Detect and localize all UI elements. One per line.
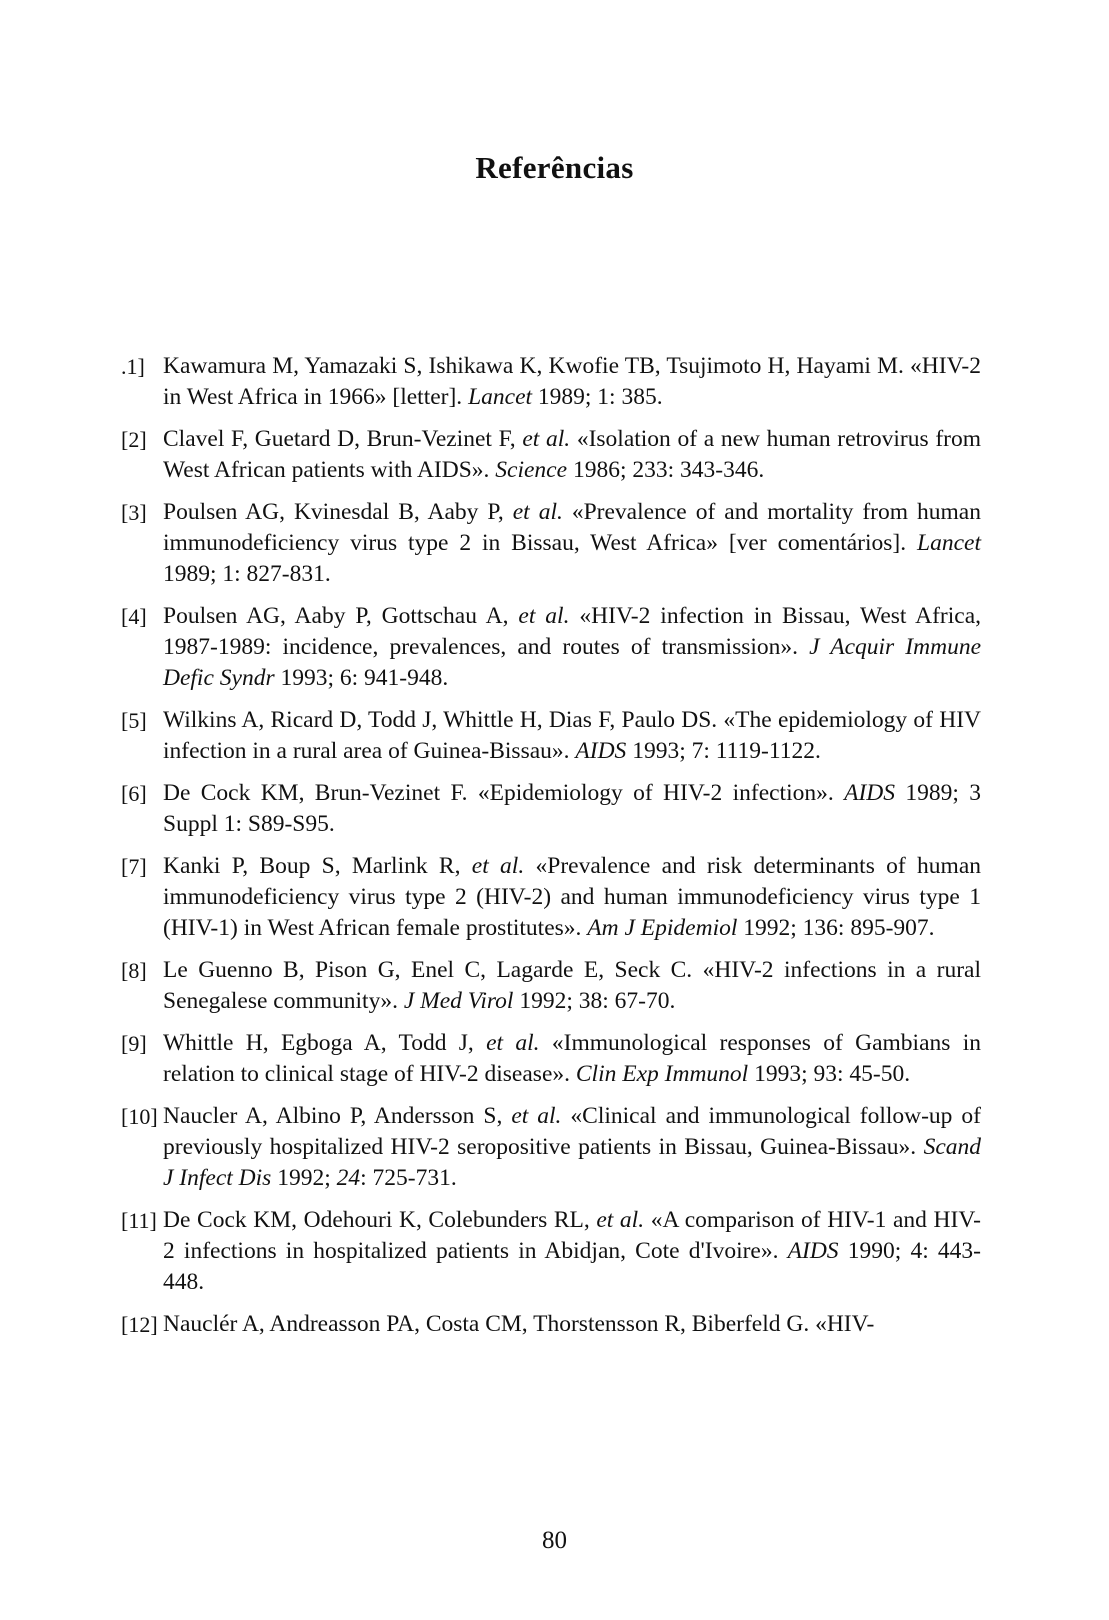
reference-number: [12] [121, 1312, 158, 1337]
reference-details: 1986; 233: 343-346. [567, 457, 765, 483]
reference-details: 1993; 6: 941-948. [274, 665, 449, 691]
reference-text [163, 778, 981, 840]
reference-details: 1992; [271, 1165, 337, 1191]
reference-text [163, 851, 981, 944]
reference-number: [5] [121, 708, 147, 733]
reference-et-al: et al. [486, 1030, 540, 1056]
reference-et-al: et al. [596, 1207, 645, 1233]
page-title: Referências [475, 150, 634, 185]
reference-title: «Clinical and immunological follow-up of previously hospitalized HIV-2 seropositive patients in Bissau, Guinea-Bissau». [163, 1103, 981, 1160]
reference-authors: Whittle H, Egboga A, Todd J, [163, 1030, 487, 1056]
reference-title: «Prevalence and risk determinants of human immunodeficiency virus type 2 (HIV-2) and human immunodeficiency virus type 1 (HIV-1) in West African female prostitutes». [163, 853, 982, 941]
reference-text [163, 1028, 981, 1090]
reference-number: [2] [121, 427, 147, 452]
reference-item-5 [121, 705, 981, 767]
reference-authors: Wilkins A, Ricard D, Todd J, Whittle H, Dias F, Paulo DS. «The epidemiology of HIV infection in a rural area of Guinea-Bissau». [163, 707, 981, 764]
reference-text [163, 497, 981, 590]
reference-text [163, 705, 981, 767]
reference-item-11 [121, 1205, 981, 1298]
reference-title: «A comparison of HIV-1 and HIV-2 infections in hospitalized patients in Abidjan, Cote d'Ivoire». [163, 1207, 981, 1264]
reference-item-2 [121, 424, 981, 486]
reference-journal: J Acquir Immune Defic Syndr [163, 634, 981, 691]
reference-item-3 [121, 497, 981, 590]
reference-journal: Lancet [468, 384, 533, 410]
reference-text [163, 424, 981, 486]
reference-number: [11] [121, 1208, 157, 1233]
reference-number: [4] [121, 604, 147, 629]
reference-journal: J Med Virol [403, 988, 514, 1014]
reference-journal: Clin Exp Immunol [575, 1061, 749, 1087]
reference-item-7 [121, 851, 981, 944]
reference-journal: Am J Epidemiol [587, 915, 738, 941]
reference-details: 1990; 4: 443-448. [163, 1238, 981, 1295]
reference-number: [10] [121, 1104, 158, 1129]
reference-title: «Isolation of a new human retrovirus from West African patients with AIDS». [163, 426, 981, 483]
reference-journal: AIDS [575, 738, 627, 764]
reference-authors: Naucler A, Albino P, Andersson S, [163, 1103, 512, 1129]
reference-item-1 [121, 351, 981, 413]
reference-details: 1989; 3 Suppl 1: S89-S95. [163, 780, 982, 837]
reference-title: «Prevalence of and mortality from human immunodeficiency virus type 2 in Bissau, West Africa» [ver comentários]. [163, 499, 981, 556]
reference-text [163, 1205, 981, 1298]
reference-details: 1989; 1: 385. [532, 384, 663, 410]
reference-details: 1989; 1: 827-831. [163, 561, 331, 587]
reference-authors: Nauclér A, Andreasson PA, Costa CM, Thorstensson R, Biberfeld G. «HIV- [163, 1311, 875, 1337]
reference-text [163, 1309, 981, 1340]
reference-authors: De Cock KM, Odehouri K, Colebunders RL, [163, 1207, 597, 1233]
reference-et-al: et al. [518, 603, 570, 629]
reference-list [121, 351, 981, 1351]
reference-authors: Poulsen AG, Aaby P, Gottschau A, [163, 603, 519, 629]
reference-title: «Immunological responses of Gambians in relation to clinical stage of HIV-2 disease». [163, 1030, 981, 1087]
reference-text [163, 351, 981, 413]
reference-et-al: et al. [471, 853, 525, 879]
reference-item-9 [121, 1028, 981, 1090]
reference-details: 1992; 38: 67-70. [513, 988, 676, 1014]
reference-number: [8] [121, 958, 147, 983]
reference-authors: Poulsen AG, Kvinesdal B, Aaby P, [163, 499, 513, 525]
reference-title: «HIV-2 infection in Bissau, West Africa, 1987-1989: incidence, prevalences, and routes of transmission». [163, 603, 981, 660]
reference-authors: Le Guenno B, Pison G, Enel C, Lagarde E, Seck C. «HIV-2 infections in a rural Senegalese community». [163, 957, 981, 1014]
reference-item-6 [121, 778, 981, 840]
reference-et-al: et al. [512, 499, 563, 525]
reference-authors: Kawamura M, Yamazaki S, Ishikawa K, Kwofie TB, Tsujimoto H, Hayami M. «HIV-2 in West Africa in 1966» [letter]. [163, 353, 981, 410]
reference-text [163, 601, 981, 694]
reference-details: 1993; 93: 45-50. [748, 1061, 911, 1087]
reference-details: 1993; 7: 1119-1122. [626, 738, 821, 764]
reference-authors: Clavel F, Guetard D, Brun-Vezinet F, [163, 426, 523, 452]
reference-text [163, 955, 981, 1017]
reference-text [163, 1101, 981, 1194]
reference-number: [6] [121, 781, 147, 806]
reference-journal: AIDS [787, 1238, 839, 1264]
reference-authors: De Cock KM, Brun-Vezinet F. «Epidemiology of HIV-2 infection». [163, 780, 845, 806]
reference-journal: Lancet [917, 530, 981, 556]
reference-journal: Science [495, 457, 568, 483]
reference-number: .1] [121, 354, 145, 379]
reference-details: 1992; 136: 895-907. [737, 915, 935, 941]
reference-journal: AIDS [844, 780, 896, 806]
reference-et-al: et al. [522, 426, 571, 452]
reference-item-12 [121, 1309, 981, 1340]
reference-number: [7] [121, 854, 147, 879]
reference-volume: 24 [336, 1165, 361, 1191]
reference-et-al: et al. [511, 1103, 562, 1129]
reference-authors: Kanki P, Boup S, Marlink R, [163, 853, 472, 879]
reference-item-10 [121, 1101, 981, 1194]
reference-pages: : 725-731. [360, 1165, 457, 1191]
reference-item-4 [121, 601, 981, 694]
page-number: 80 [542, 1527, 567, 1554]
reference-number: [9] [121, 1031, 147, 1056]
reference-item-8 [121, 955, 981, 1017]
reference-journal: Scand J Infect Dis [163, 1134, 981, 1191]
reference-number: [3] [121, 500, 147, 525]
